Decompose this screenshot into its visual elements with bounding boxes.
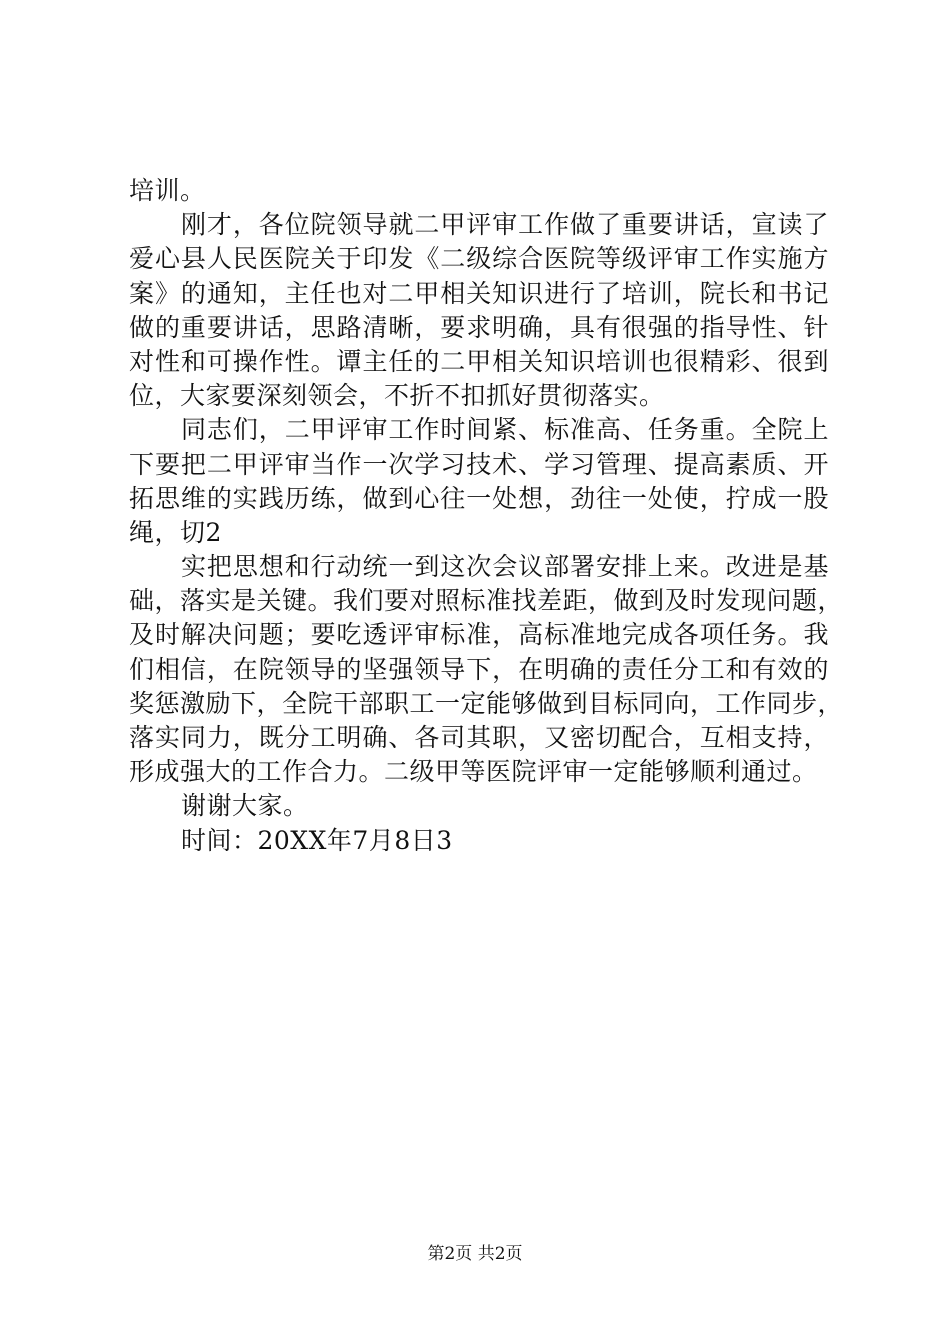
document-body [129,174,844,858]
text-line: 们相信，在院领导的坚强领导下，在明确的责任分工和有效的 [129,654,829,684]
text-line: 实把思想和行动统一到这次会议部署安排上来。改进是基 [181,552,829,582]
text-line: 形成强大的工作合力。二级甲等医院评审一定能够顺利通过。 [129,757,818,787]
text-line: 爱心县人民医院关于印发《二级综合医院等级评审工作实施方 [129,244,829,274]
text-line: 奖惩激励下，全院干部职工一定能够做到目标同向，工作同步， [129,688,844,718]
text-line: 拓思维的实践历练，做到心往一处想，劲往一处使，拧成一股 [129,483,829,513]
text-line: 位，大家要深刻领会，不折不扣抓好贯彻落实。 [129,381,665,411]
page-footer: 第2页 共2页 [427,1244,523,1264]
text-line: 做的重要讲话，思路清晰，要求明确，具有很强的指导性、针 [129,312,829,342]
text-line: 落实同力，既分工明确、各司其职，又密切配合，互相支持， [129,723,829,752]
text-line: 同志们，二甲评审工作时间紧、标准高、任务重。全院上 [181,415,829,445]
text-line: 案》的通知，主任也对二甲相关知识进行了培训，院长和书记 [129,278,829,308]
text-line: 下要把二甲评审当作一次学习技术、学习管理、提高素质、开 [129,449,829,479]
text-line: 刚才，各位院领导就二甲评审工作做了重要讲话，宣读了 [181,210,829,240]
text-line: 谢谢大家。 [181,791,309,821]
text-line: 对性和可操作性。谭主任的二甲相关知识培训也很精彩、很到 [129,346,829,376]
text-line: 及时解决问题；要吃透评审标准，高标准地完成各项任务。我 [129,620,829,650]
text-line: 培训。 [129,176,206,205]
text-line: 础，落实是关键。我们要对照标准找差距，做到及时发现问题， [129,586,844,616]
text-line: 时间：20XX年7月8日3 [181,825,453,855]
text-line: 绳，切2 [129,517,222,547]
